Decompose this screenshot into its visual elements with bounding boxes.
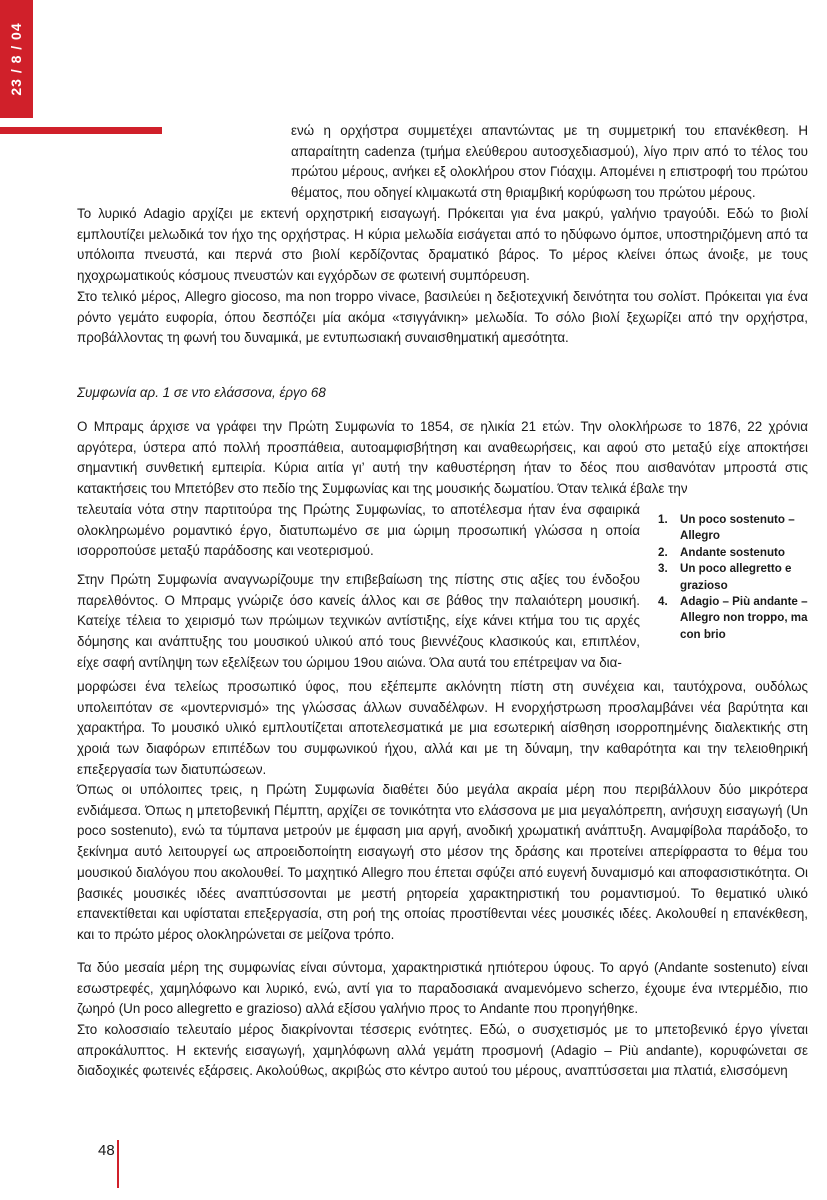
date-tab (0, 0, 33, 118)
movement-number: 1. (658, 513, 668, 526)
body-paragraph: τελευταία νότα στην παρτιτούρα της Πρώτης Συμφωνίας, το αποτέλεσμα ήταν ένα σφαιρικά ολοκληρωμένο ρομαντικό έργο, διατυπωμένο σε μια ώριμη προσωπική γλώσσα η οποία ισορροπούσε μεταξύ παράδοσης και νεοτερισμού. (77, 502, 640, 559)
movement-item (658, 512, 827, 545)
intro-paragraph: Το λυρικό Adagio αρχίζει με εκτενή ορχηστρική εισαγωγή. Πρόκειται για ένα μακρύ, γαλήνιο τραγούδι. Εδώ το βιολί εμπλουτίζει μελωδικά τον ήχο της ορχήστρας. Η κύρια μελωδία εισάγεται από το ηδύφωνο όμποε, υποστηριζόμενη από τα υπόλοιπα πνευστά, και περνά στο βιολί κερδίζοντας δραματικό βάρος. Το μέρος κλείνει όπως άνοιξε, με τους ηχοχρωματικούς κόσμους πνευστών και εγχόρδων σε φωτεινή συμπόρευση. (77, 206, 808, 284)
body-paragraph: μορφώσει ένα τελείως προσωπικό ύφος, που εξέπεμπε ακλόνητη πίστη στη συνέχεια και, ταυτόχρονα, ουδόλως υπολειπόταν σε «μοντερνισμό» της γλώσσας άλλων συναδέλφων. Η ενορχήστρωση προσλαμβάνει νέα βαρύτητα και χαρακτήρα. Το μουσικό υλικό εμπλουτίζεται αποτελεσματικά με μια εσωτερική αίσθηση ισορροπημένης διαλεκτικής στη χροιά των διαφόρων επιπέδων του συμφωνικού ήχου, αλλά και με τη δύναμη, την καθαρότητα και την τελειοθηρική επεξεργασία των διατυπώσεων. (77, 679, 808, 777)
body-paragraph: Όπως οι υπόλοιπες τρεις, η Πρώτη Συμφωνία διαθέτει δύο μεγάλα ακραία μέρη που περιβάλλουν δύο μικρότερα ενδιάμεσα. Όπως η μπετοβενική Πέμπτη, αρχίζει σε τονικότητα ντο ελάσσονα με μια μεγαλόπρεπη, ανήσυχη εισαγωγή (Un poco sostenuto), ενώ τα τύμπανα μετρούν με έμφαση μια αργή, ανοδική χρωματική ανάπτυξη. Αναμφίβολα παράδοξο, το ξεκίνημα αυτό λειτουργεί ως απροειδοποίητη εισαγωγή στο μέσον της δράσης και προτείνει απερίφραστα το θέμα του μουσικού διαλόγου που ακολουθεί. Το μαχητικό Allegro που έπεται σφύζει από ευγενή δυναμισμό και αποφασιστικότητα. Οι βασικές μουσικές ιδέες αναπτύσσονται με μεστή ρητορεία χαρακτηριστική του ρομαντισμού. Το θεματικό υλικό επανεκτίθεται και υφίσταται επεξεργασία, στη ροή της οποίας προστίθενται νέες μουσικές ιδέες. Ακολουθεί η επανέκθεση, και το πρώτο μέρος ολοκληρώνεται σε μείζονα τρόπο. (77, 782, 808, 942)
movement-label: Andante sostenuto (680, 545, 785, 559)
body-paragraph: Τα δύο μεσαία μέρη της συμφωνίας είναι σύντομα, χαρακτηριστικά ηπιότερου ύφους. Το αργό (Andante sostenuto) είναι εσωστρεφές, χαμηλόφωνο και λυρικό, ενώ, αντί για το παραδοσιακά αναμενόμενο scherzo, έχουμε ένα ιντερμέδιο, πιο ζωηρό (Un poco allegretto e grazioso) αλλά εξίσου γαλήνιο προς το Andante που προηγήθηκε. (77, 960, 808, 1017)
red-accent-rule (0, 127, 162, 134)
body-paragraph: Στο κολοσσιαίο τελευταίο μέρος διακρίνονται τέσσερις ενότητες. Εδώ, ο συσχετισμός με το μπετοβενικό έργο γίνεται απροκάλυπτος. Η εκτενής εισαγωγή, χαμηλόφωνη αλλά γεμάτη προσμονή (Adagio – Più andante), κορυφώνεται σε διαδοχικές φωτεινές εξάρσεις. Ακολούθως, ακριβώς στο κέντρο αυτού του μέρους, αναπτύσσεται μια πλατιά, ελισσόμενη (77, 1022, 808, 1079)
movement-number: 4. (658, 595, 668, 609)
movements-list (658, 512, 827, 643)
movement-label: Un poco allegretto e grazioso (680, 562, 792, 592)
movement-item (658, 561, 827, 594)
movement-label: Un poco sostenuto – Allegro (680, 513, 795, 543)
movement-item (658, 594, 827, 643)
page-number: 48 (98, 1142, 115, 1159)
movement-number: 3. (658, 562, 668, 576)
section-heading: Συμφωνία αρ. 1 σε ντο ελάσσονα, έργο 68 (77, 385, 326, 400)
body-paragraph: Στην Πρώτη Συμφωνία αναγνωρίζουμε την επιβεβαίωση της πίστης στις αξίες του ένδοξου παρελθόντος. Ο Μπραμς γνώριζε όσο κανείς άλλος και σε βάθος την παλαιότερη μουσική. Κατείχε τέλεια το χειρισμό των πρώιμων τεχνικών αντίστιξης, είχε κάνει κτήμα του τις αρχές δόμησης και ανάπτυξης του μουσικού υλικού από τους βιεννέζους κλασικούς και, επιπλέον, είχε σαφή αντίληψη των εξελίξεων του ώριμου 19ου αιώνα. Όλα αυτά του επέτρεψαν να δια- (77, 572, 640, 670)
intro-paragraph: Στο τελικό μέρος, Allegro giocoso, ma non troppo vivace, βασιλεύει η δεξιοτεχνική δεινότητα του σολίστ. Πρόκειται για ένα ρόντο γεμάτο ευφορία, όπου δεσπόζει μία ακόμα «τσιγγάνικη» μελωδία. Το σόλο βιολί ξεχωρίζει από την ορχήστρα, προβάλλοντας τη φωνή του δυναμικά, με εντυπωσιακή συναισθηματική αμεσότητα. (77, 289, 808, 346)
date-label: 23 / 8 / 04 (8, 22, 24, 96)
movement-number: 2. (658, 545, 668, 559)
movement-label: Adagio – Più andante – Allegro non troppo, ma con brio (680, 595, 808, 641)
intro-paragraph: ενώ η ορχήστρα συμμετέχει απαντώντας με τη συμμετρική του επανέκθεση. Η απαραίτητη cadenza (τμήμα ελεύθερου αυτοσχεδιασμού), λίγο πριν από το τέλος του πρώτου μέρους, ανήκει εξ ολοκλήρου στον Γιόαχιμ. Απομένει η επιστροφή του πρώτου θέματος, που οδηγεί κλιμακωτά στη θριαμβική κορύφωση του πρώτου μέρους. (291, 123, 808, 201)
page-number-rule (117, 1140, 119, 1188)
movement-item (658, 545, 827, 561)
body-paragraph: Ο Μπραμς άρχισε να γράφει την Πρώτη Συμφωνία το 1854, σε ηλικία 21 ετών. Την ολοκλήρωσε το 1876, 22 χρόνια αργότερα, ύστερα από πολλή προσπάθεια, αυτοαμφισβήτηση και αναθεωρήσεις, και αφού στο μεταξύ είχε αποκτήσει σημαντική συνθετική εμπειρία. Κύρια αιτία γι’ αυτή την καθυστέρηση ήταν το δέος που αισθανόταν μπροστά στις κατακτήσεις του Μπετόβεν στο πεδίο της Συμφωνίας και της μουσικής δωματίου. Όταν τελικά έβαλε την (77, 419, 808, 497)
